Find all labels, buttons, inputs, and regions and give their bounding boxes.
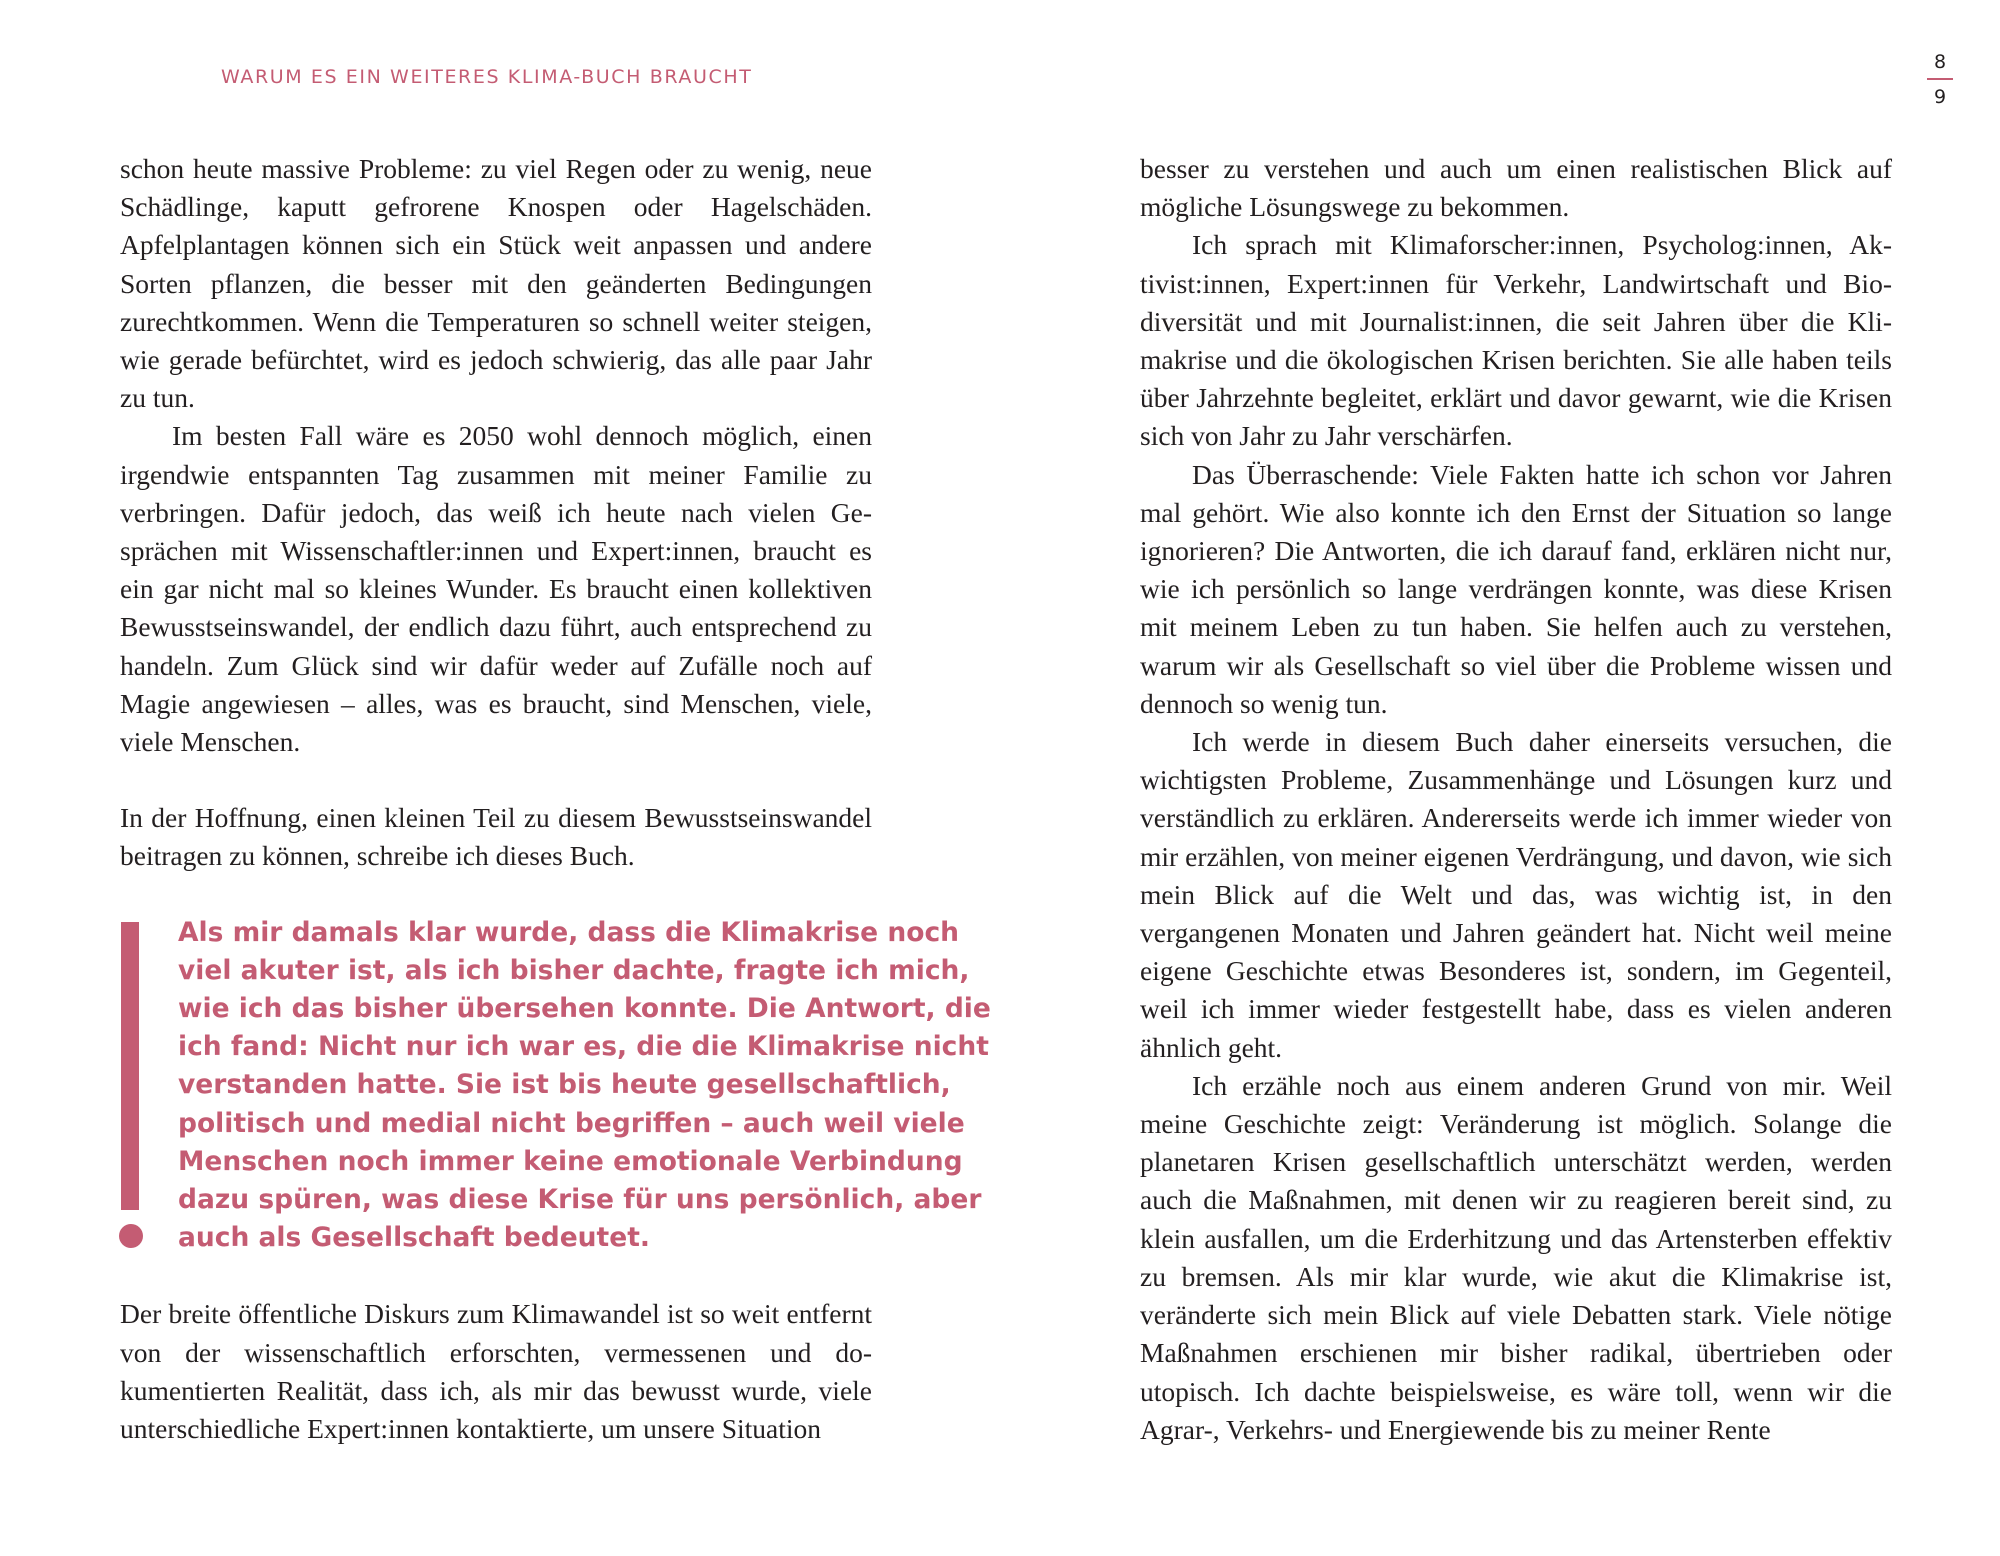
pull-quote-line: politisch und medial nicht begriffen – auch weil viele: [178, 1107, 965, 1139]
body-paragraph: Ich werde in diesem Buch daher einerseits versuchen, die wichtigsten Probleme, Zusammenhänge und Lösungen kurz und verständlich zu erklären. Andererseits werde ich immer wieder von mir erzählen, von meiner eigenen Verdrängung, und davon, wie sich mein Blick auf die Welt und das, was wichtig ist, in den vergangenen Monaten und Jahren geändert hat. Nicht weil meine eigene Geschichte etwas Besonderes ist, sondern, im Gegenteil, weil ich immer wieder festgestellt habe, dass es vielen anderen ähnlich geht.: [1140, 726, 1892, 1063]
pull-quote-line: Als mir damals klar wurde, dass die Klimakrise noch: [178, 916, 960, 948]
pull-quote-line: wie ich das bisher übersehen konnte. Die Antwort, die: [178, 993, 991, 1025]
page-number-right: 9: [1933, 86, 1947, 108]
body-paragraph: Ich sprach mit Klimaforscher:innen, Psycholog:innen, Aktivist:innen, Expert:innen für Verkehr, Landwirtschaft und Biodiversität und mit Journalist:innen, die seit Jahren über die Klimakrise und die ökologischen Krisen berichten. Sie alle haben teils über Jahrzehnte begleitet, erklärt und davor gewarnt, wie die Krisen sich von Jahr zu Jahr verschärfen.: [1140, 229, 1892, 452]
body-paragraph: besser zu verstehen und auch um einen realistischen Blick auf mögliche Lösungswege zu bekommen.: [1140, 153, 1892, 223]
body-paragraph: In der Hoffnung, einen kleinen Teil zu diesem Bewusstseinswandel beitragen zu können, schreibe ich dieses Buch.: [120, 802, 872, 872]
pull-quote-line: verstanden hatte. Sie ist bis heute gesellschaftlich,: [178, 1069, 951, 1101]
pull-quote-line: ich fand: Nicht nur ich war es, die die Klimakrise nicht: [178, 1031, 989, 1063]
pull-quote-line: Menschen noch immer keine emotionale Verbindung: [178, 1145, 963, 1177]
pull-quote-dot: [119, 1224, 143, 1248]
running-head: WARUM ES EIN WEITERES KLIMA-BUCH BRAUCHT: [221, 66, 753, 88]
body-paragraph: Ich erzähle noch aus einem anderen Grund von mir. Weil meine Geschichte zeigt: Veränderung ist möglich. Solange die planetaren Krisen gesellschaftlich unterschätzt werden, werden auch die Maßnahmen, mit denen wir zu reagieren bereit sind, zu klein ausfallen, um die Erderhitzung und das Artensterben effektiv zu bremsen. Als mir klar wurde, wie akut die Klimakrise ist, veränderte sich mein Blick auf viele Debatten stark. Viele nötige Maßnahmen erschienen mir bisher radikal, übertrieben oder utopisch. Ich dachte beispielsweise, es wäre toll, wenn wir die Agrar-, Verkehrs- und Energiewende bis zu meiner Rente: [1140, 1069, 1892, 1445]
pull-quote-bar: [121, 922, 139, 1210]
right-page-column: [1140, 150, 1892, 1449]
page-numbers: [1920, 48, 1960, 111]
pull-quote: [120, 914, 991, 1258]
pull-quote-line: auch als Gesellschaft bedeutet.: [178, 1222, 650, 1254]
pull-quote-line: viel akuter ist, als ich bisher dachte, fragte ich mich,: [178, 954, 970, 986]
left-page-column: [120, 150, 991, 1448]
body-paragraph: Der breite öffentliche Diskurs zum Klimawandel ist so weit entfernt von der wissenschaftlich erforschten, vermessenen und dokumentierten Realität, dass ich, als mir das bewusst wurde, viele unterschiedliche Expert:innen kontaktierte, um unsere Situation: [120, 1298, 872, 1445]
body-paragraph: Im besten Fall wäre es 2050 wohl dennoch möglich, einen irgendwie entspannten Tag zusammen mit meiner Familie zu verbringen. Dafür jedoch, das weiß ich heute nach vielen Gesprächen mit Wissenschaftler:innen und Expert:innen, braucht es ein gar nicht mal so kleines Wunder. Es braucht einen kollektiven Bewusstseinswandel, der endlich dazu führt, auch entsprechend zu handeln. Zum Glück sind wir dafür weder auf Zufälle noch auf Magie angewiesen – alles, was es braucht, sind Menschen, viele, viele Menschen.: [120, 420, 872, 758]
body-paragraph: schon heute massive Probleme: zu viel Regen oder zu wenig, neue Schädlinge, kaputt gefrorene Knospen oder Hagelschäden. Apfelplantagen können sich ein Stück weit anpassen und andere Sorten pflanzen, die besser mit den geänderten Bedingungen zurechtkommen. Wenn die Temperaturen so schnell weiter steigen, wie gerade befürchtet, wird es jedoch schwierig, das alle paar Jahr zu tun.: [120, 153, 872, 414]
body-paragraph: Das Überraschende: Viele Fakten hatte ich schon vor Jahren mal gehört. Wie also konnte ich den Ernst der Situation so lange ignorieren? Die Antworten, die ich darauf fand, erklären nicht nur, wie ich persönlich so lange verdrängen konnte, was diese Krisen mit meinem Leben zu tun haben. Sie helfen auch zu verstehen, warum wir als Gesellschaft so viel über die Probleme wissen und dennoch so wenig tun.: [1140, 458, 1892, 719]
page-number-left: 8: [1933, 51, 1947, 73]
pull-quote-line: dazu spüren, was diese Krise für uns persönlich, aber: [178, 1184, 982, 1216]
page-number-divider: [1927, 78, 1953, 80]
